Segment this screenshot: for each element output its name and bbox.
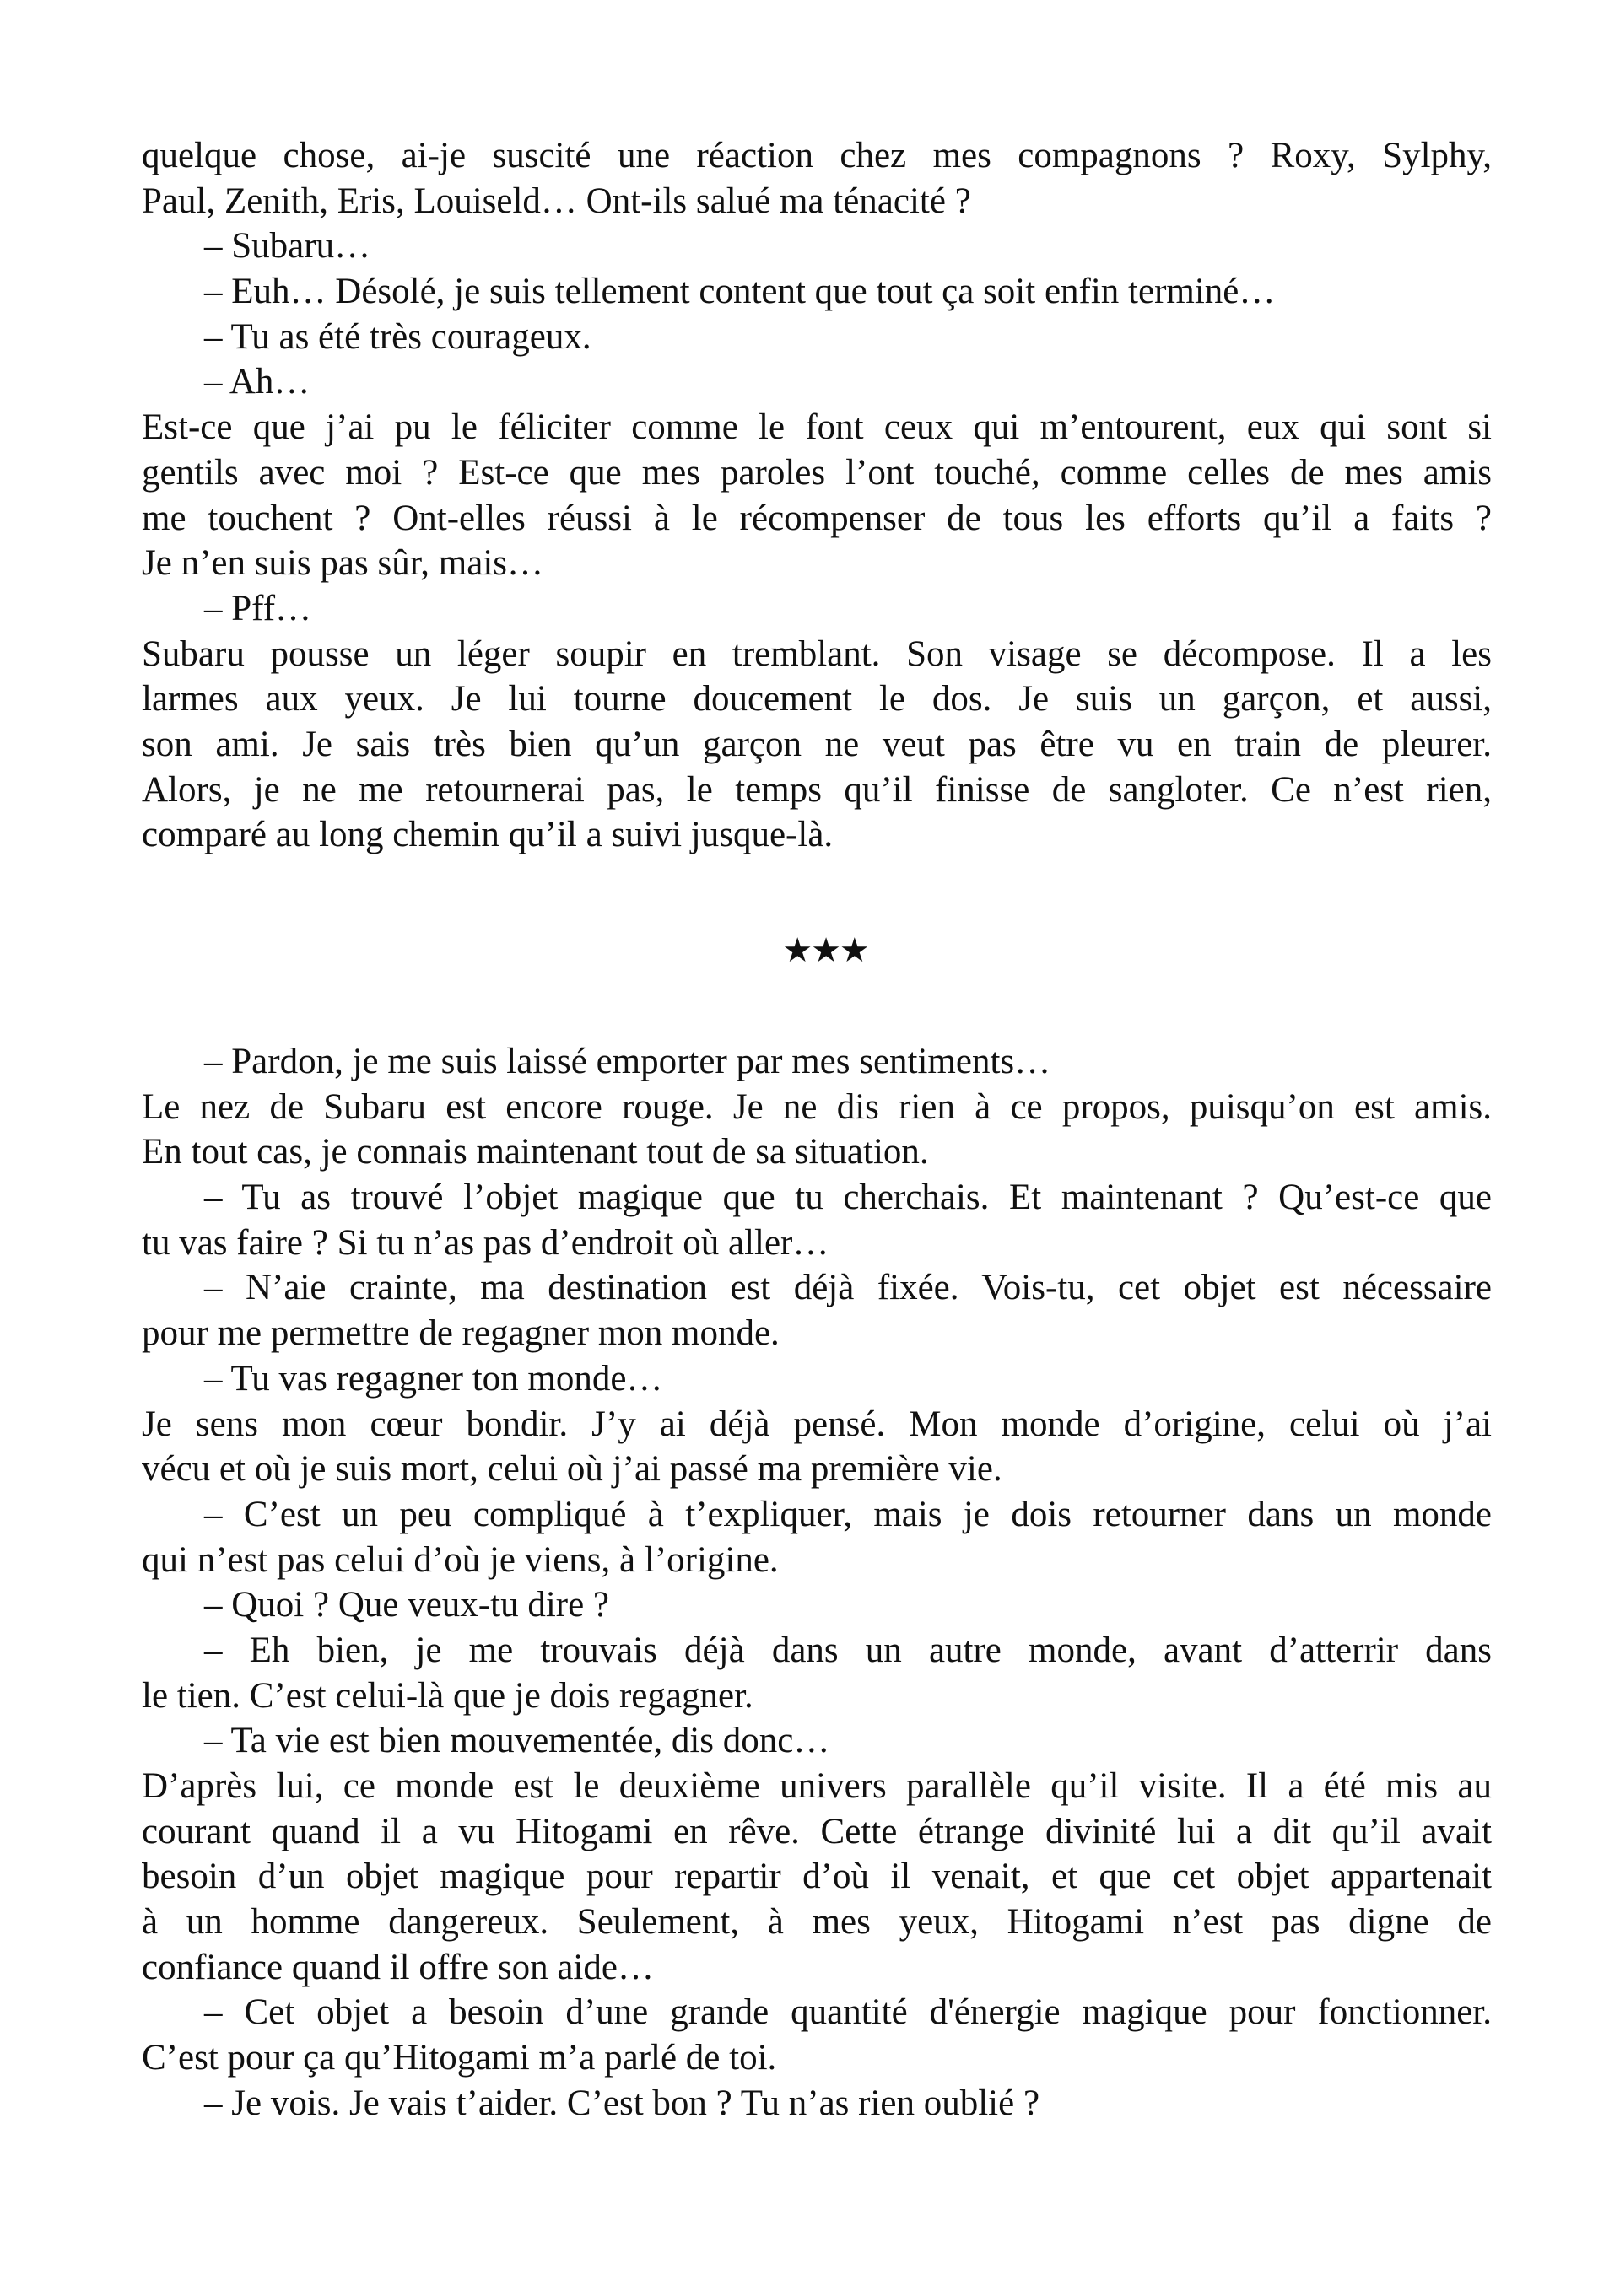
text-line: D’après lui, ce monde est le deuxième univers parallèle qu’il visite. Il a été mis au: [142, 1766, 1492, 1806]
dialogue-line: – Pff…: [204, 588, 312, 628]
dialogue-line: – C’est un peu compliqué à t’expliquer, mais je dois retourner dans un monde: [204, 1494, 1492, 1534]
dialogue-line: – Euh… Désolé, je suis tellement content que tout ça soit enfin terminé…: [204, 272, 1276, 312]
three-stars-icon: ★★★: [782, 931, 868, 969]
text-line: le tien. C’est celui-là que je dois regagner.: [142, 1675, 753, 1716]
text-line: Alors, je ne me retournerai pas, le temps qu’il finisse de sangloter. Ce n’est rien,: [142, 769, 1492, 810]
dialogue-line: – Tu as été très courageux.: [204, 316, 591, 357]
text-line: quelque chose, ai-je suscité une réaction chez mes compagnons ? Roxy, Sylphy,: [142, 136, 1492, 175]
text-line: comparé au long chemin qu’il a suivi jusque-là.: [142, 815, 834, 855]
text-line: besoin d’un objet magique pour repartir d’où il venait, et que cet objet appartenait: [142, 1857, 1492, 1897]
text-line: Je sens mon cœur bondir. J’y ai déjà pensé. Mon monde d’origine, celui où j’ai: [142, 1404, 1492, 1444]
dialogue-line: – Subaru…: [204, 226, 371, 267]
section-2: [142, 1039, 1492, 2126]
text-line: gentils avec moi ? Est-ce que mes paroles l’ont touché, comme celles de mes amis: [142, 452, 1492, 493]
text-line: Est-ce que j’ai pu le féliciter comme le font ceux qui m’entourent, eux qui sont si: [142, 407, 1492, 448]
dialogue-line: – Cet objet a besoin d’une grande quantité d'énergie magique pour fonctionner.: [204, 1992, 1492, 2033]
text-line: qui n’est pas celui d’où je viens, à l’origine.: [142, 1539, 779, 1580]
dialogue-line: – Eh bien, je me trouvais déjà dans un autre monde, avant d’atterrir dans: [204, 1630, 1492, 1670]
section-break: [142, 858, 1492, 1039]
text-line: Le nez de Subaru est encore rouge. Je ne dis rien à ce propos, puisqu’on est amis.: [142, 1086, 1492, 1127]
section-1: [142, 133, 1492, 858]
dialogue-line: – Tu as trouvé l’objet magique que tu cherchais. Et maintenant ? Qu’est-ce que: [204, 1178, 1492, 1218]
text-line: C’est pour ça qu’Hitogami m’a parlé de toi.: [142, 2038, 777, 2078]
text-line: vécu et où je suis mort, celui où j’ai passé ma première vie.: [142, 1449, 1002, 1490]
dialogue-line: – Tu vas regagner ton monde…: [204, 1358, 663, 1399]
text-line: courant quand il a vu Hitogami en rêve. Cette étrange divinité lui a dit qu’il avait: [142, 1811, 1492, 1851]
text-line: larmes aux yeux. Je lui tourne doucement le dos. Je suis un garçon, et aussi,: [142, 679, 1492, 720]
dialogue-line: – Pardon, je me suis laissé emporter par mes sentiments…: [204, 1042, 1051, 1081]
text-line: son ami. Je sais très bien qu’un garçon ne veut pas être vu en train de pleurer.: [142, 724, 1492, 764]
dialogue-line: – Ah…: [204, 362, 310, 402]
text-line: me touchent ? Ont-elles réussi à le récompenser de tous les efforts qu’il a faits ?: [142, 498, 1492, 538]
text-line: confiance quand il offre son aide…: [142, 1947, 654, 1987]
text-line: à un homme dangereux. Seulement, à mes yeux, Hitogami n’est pas digne de: [142, 1902, 1492, 1943]
text-line: Je n’en suis pas sûr, mais…: [142, 543, 544, 584]
dialogue-line: – Ta vie est bien mouvementée, dis donc…: [204, 1721, 830, 1761]
text-line: tu vas faire ? Si tu n’as pas d’endroit où aller…: [142, 1222, 829, 1263]
text-line: pour me permettre de regagner mon monde.: [142, 1313, 780, 1354]
dialogue-line: – N’aie crainte, ma destination est déjà fixée. Vois-tu, cet objet est nécessaire: [204, 1268, 1492, 1308]
dialogue-line: – Quoi ? Que veux-tu dire ?: [204, 1585, 610, 1625]
text-line: Paul, Zenith, Eris, Louiseld… Ont-ils salué ma ténacité ?: [142, 181, 971, 221]
text-line: En tout cas, je connais maintenant tout de sa situation.: [142, 1132, 929, 1172]
book-page: [142, 133, 1492, 2126]
dialogue-line: – Je vois. Je vais t’aider. C’est bon ? Tu n’as rien oublié ?: [204, 2083, 1040, 2123]
text-line: Subaru pousse un léger soupir en tremblant. Son visage se décompose. Il a les: [142, 633, 1492, 674]
